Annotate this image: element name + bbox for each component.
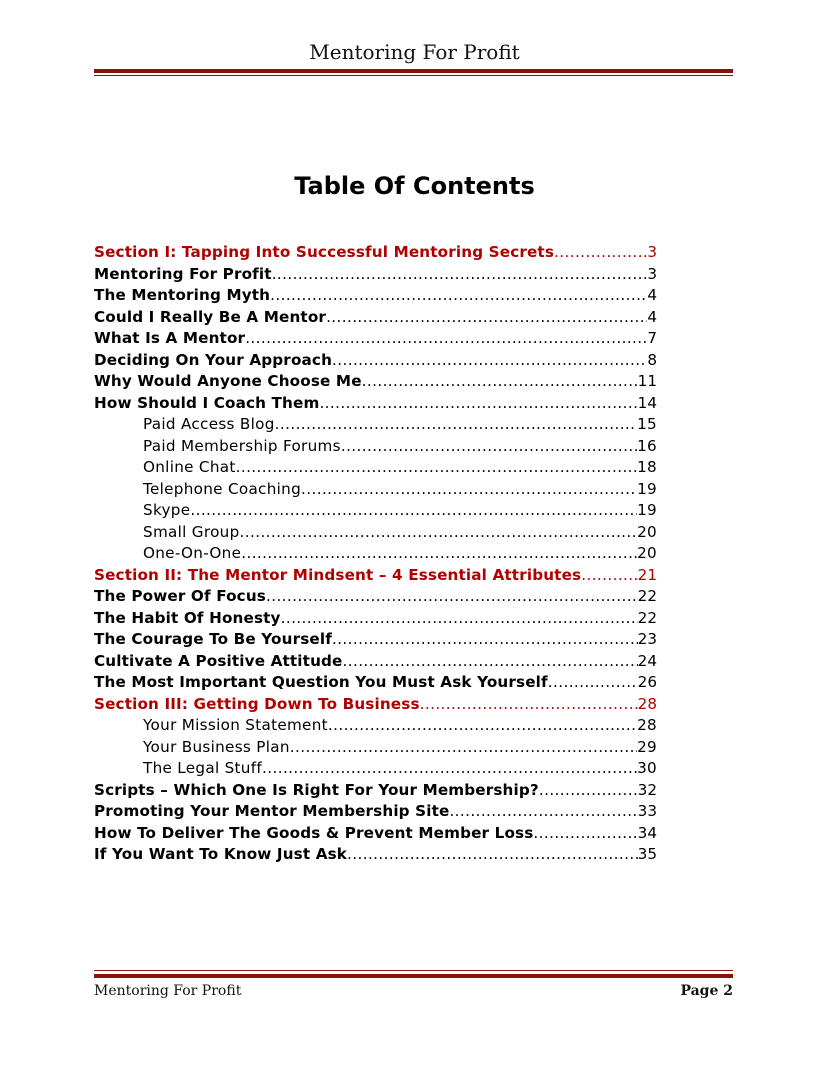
toc-entry[interactable] xyxy=(94,801,657,823)
toc-entry-page: 8 xyxy=(647,350,657,369)
toc-leader-dots xyxy=(581,565,637,587)
toc-leader-dots xyxy=(539,780,638,802)
toc-entry-title: Promoting Your Mentor Membership Site xyxy=(94,802,450,820)
toc-entry[interactable] xyxy=(94,264,657,286)
toc-entry-page: 22 xyxy=(637,587,657,605)
toc-entry-title: The Habit Of Honesty xyxy=(94,608,281,627)
toc-entry-title: Skype xyxy=(143,501,191,519)
toc-leader-dots xyxy=(343,651,638,673)
toc-entry-page: 19 xyxy=(637,501,657,519)
footer-title: Mentoring For Profit xyxy=(94,983,242,999)
toc-leader-dots xyxy=(347,844,638,866)
toc-entry-page: 24 xyxy=(637,651,657,670)
toc-entry-page: 4 xyxy=(647,307,657,326)
toc-entry[interactable] xyxy=(94,586,657,608)
toc-entry-page: 3 xyxy=(647,264,657,283)
toc-leader-dots xyxy=(190,500,637,522)
toc-leader-dots xyxy=(533,823,637,845)
toc-entry-title: Paid Membership Forums xyxy=(143,436,341,455)
toc-entry[interactable] xyxy=(94,371,657,393)
toc-entry-title: The Power Of Focus xyxy=(94,587,266,605)
toc-entry[interactable] xyxy=(94,608,657,630)
toc-leader-dots xyxy=(362,371,638,393)
toc-entry-title: How Should I Coach Them xyxy=(94,393,320,412)
toc-entry-title: Online Chat xyxy=(143,458,236,476)
toc-leader-dots xyxy=(275,414,637,436)
footer-rule-thick xyxy=(94,974,733,978)
toc-entry[interactable] xyxy=(94,651,657,673)
table-of-contents xyxy=(94,242,657,866)
toc-entry-page: 32 xyxy=(637,780,657,799)
toc-leader-dots xyxy=(332,629,638,651)
toc-leader-dots xyxy=(420,694,638,716)
toc-entry[interactable] xyxy=(94,672,657,694)
toc-leader-dots xyxy=(266,586,638,608)
toc-entry-page: 22 xyxy=(637,608,657,627)
toc-entry-page: 19 xyxy=(637,479,657,498)
toc-entry-page: 34 xyxy=(637,823,657,842)
toc-entry-title: Your Mission Statement xyxy=(143,716,328,734)
toc-entry-page: 30 xyxy=(637,759,657,777)
toc-leader-dots xyxy=(245,328,647,350)
toc-entry[interactable] xyxy=(94,457,657,479)
toc-leader-dots xyxy=(326,307,647,329)
header-rule-thick xyxy=(94,69,733,73)
toc-entry-page: 26 xyxy=(637,673,657,691)
toc-entry[interactable] xyxy=(94,285,657,307)
toc-leader-dots xyxy=(554,242,647,264)
toc-entry-page: 28 xyxy=(637,716,657,734)
toc-entry[interactable] xyxy=(94,350,657,372)
toc-section-entry[interactable] xyxy=(94,565,657,587)
toc-entry-title: Telephone Coaching xyxy=(143,479,302,498)
toc-leader-dots xyxy=(241,543,637,565)
toc-entry-title: Why Would Anyone Choose Me xyxy=(94,372,362,390)
toc-leader-dots xyxy=(328,715,637,737)
toc-entry-page: 15 xyxy=(637,415,657,433)
toc-entry-title: Cultivate A Positive Attitude xyxy=(94,651,343,670)
toc-entry-title: Your Business Plan xyxy=(143,737,290,756)
toc-entry-page: 23 xyxy=(637,630,657,648)
footer-rule-thin xyxy=(94,970,733,971)
toc-entry[interactable] xyxy=(94,500,657,522)
toc-entry-page: 20 xyxy=(637,544,657,562)
toc-entry[interactable] xyxy=(94,436,657,458)
toc-entry-title: The Mentoring Myth xyxy=(94,286,271,304)
toc-entry-page: 18 xyxy=(637,458,657,476)
toc-entry-page: 11 xyxy=(637,372,657,390)
toc-entry-title: Paid Access Blog xyxy=(143,415,275,433)
toc-entry-title: Section III: Getting Down To Business xyxy=(94,694,420,713)
toc-leader-dots xyxy=(236,457,637,479)
toc-entry-title: Section I: Tapping Into Successful Mentoring Secrets xyxy=(94,243,555,261)
toc-entry[interactable] xyxy=(94,522,657,544)
toc-entry[interactable] xyxy=(94,715,657,737)
toc-entry-page: 3 xyxy=(647,243,657,261)
toc-leader-dots xyxy=(319,393,637,415)
toc-entry[interactable] xyxy=(94,737,657,759)
toc-section-entry[interactable] xyxy=(94,242,657,264)
toc-entry-title: Section II: The Mentor Mindsent – 4 Essential Attributes xyxy=(94,565,582,584)
page-number: Page 2 xyxy=(680,983,733,999)
toc-entry-title: Mentoring For Profit xyxy=(94,264,272,283)
toc-leader-dots xyxy=(240,522,638,544)
toc-entry[interactable] xyxy=(94,393,657,415)
toc-entry-title: The Most Important Question You Must Ask Yourself xyxy=(94,673,548,691)
toc-leader-dots xyxy=(281,608,638,630)
toc-entry-title: Deciding On Your Approach xyxy=(94,350,333,369)
toc-leader-dots xyxy=(449,801,637,823)
toc-leader-dots xyxy=(341,436,637,458)
toc-entry-page: 33 xyxy=(637,802,657,820)
toc-entry[interactable] xyxy=(94,629,657,651)
toc-title: Table Of Contents xyxy=(294,172,535,200)
toc-leader-dots xyxy=(332,350,647,372)
header-title: Mentoring For Profit xyxy=(309,40,520,64)
toc-entry-page: 16 xyxy=(637,436,657,455)
toc-entry-page: 4 xyxy=(647,286,657,304)
toc-entry[interactable] xyxy=(94,823,657,845)
toc-leader-dots xyxy=(272,264,648,286)
toc-entry-title: If You Want To Know Just Ask xyxy=(94,845,348,863)
toc-entry-page: 35 xyxy=(637,845,657,863)
toc-entry-title: Could I Really Be A Mentor xyxy=(94,307,327,326)
toc-entry-page: 20 xyxy=(637,522,657,541)
toc-entry[interactable] xyxy=(94,758,657,780)
header-rule-thin xyxy=(94,75,733,76)
toc-entry-title: Small Group xyxy=(143,522,240,541)
toc-entry[interactable] xyxy=(94,307,657,329)
toc-leader-dots xyxy=(262,758,637,780)
toc-leader-dots xyxy=(548,672,638,694)
toc-entry-page: 29 xyxy=(637,737,657,756)
toc-section-entry[interactable] xyxy=(94,694,657,716)
toc-entry-title: The Courage To Be Yourself xyxy=(94,630,332,648)
toc-entry-page: 7 xyxy=(647,329,657,347)
toc-entry-page: 14 xyxy=(637,393,657,412)
toc-entry[interactable] xyxy=(94,328,657,350)
toc-entry[interactable] xyxy=(94,414,657,436)
toc-entry-page: 21 xyxy=(637,565,657,584)
toc-entry-title: One-On-One xyxy=(143,544,242,562)
toc-leader-dots xyxy=(270,285,647,307)
toc-entry[interactable] xyxy=(94,543,657,565)
toc-entry-title: The Legal Stuff xyxy=(143,759,263,777)
toc-leader-dots xyxy=(301,479,637,501)
toc-entry-title: What Is A Mentor xyxy=(94,329,246,347)
toc-entry-page: 28 xyxy=(637,694,657,713)
toc-leader-dots xyxy=(290,737,637,759)
toc-entry[interactable] xyxy=(94,479,657,501)
toc-entry[interactable] xyxy=(94,844,657,866)
toc-entry[interactable] xyxy=(94,780,657,802)
footer xyxy=(94,983,733,999)
toc-entry-title: How To Deliver The Goods & Prevent Member Loss xyxy=(94,823,534,842)
toc-entry-title: Scripts – Which One Is Right For Your Membership? xyxy=(94,780,539,799)
